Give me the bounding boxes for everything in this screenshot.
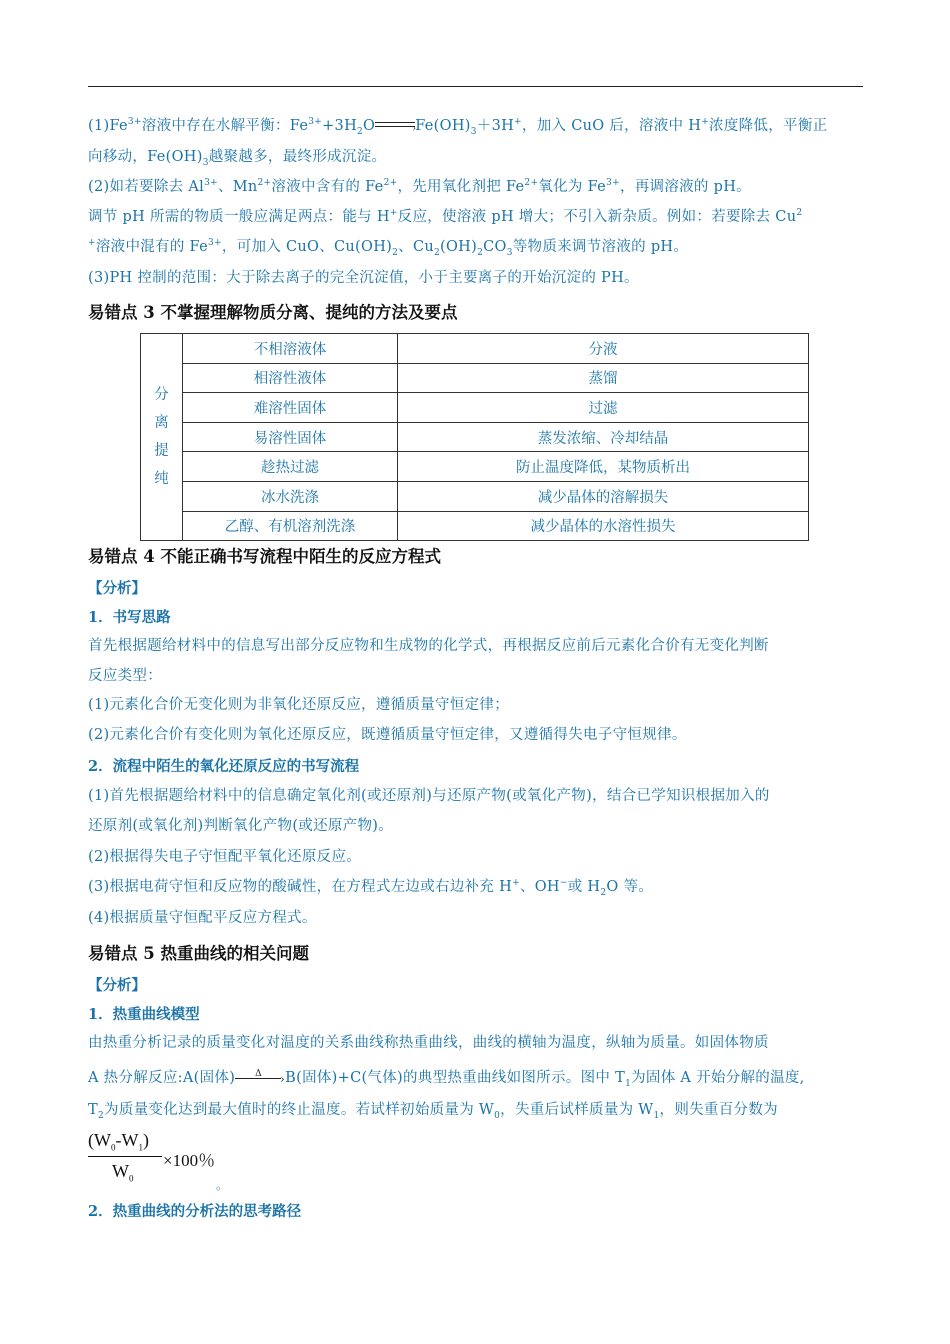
method-cell: 不相溶液体 <box>183 334 398 364</box>
text-line: 向移动，$Fe(OH)_3$越聚越多，最终形成沉淀。 <box>88 149 387 168</box>
text-line: +溶液中混有的 $Fe^{3+}$，可加入 CuO、$Cu(OH)_2$、$Cu_2(OH)_2CO_3$等物质来调节溶液的 pH。 <box>88 238 689 258</box>
table-row <box>141 481 809 511</box>
text-line: (1)元素化合价无变化则为非氧化还原反应，遵循质量守恒定律； <box>88 697 510 713</box>
text-line: $(1)Fe^{3+}$溶液中存在水解平衡：$Fe^{3+}+3H_2O$ › $Fe(OH)_3+3H^+$，加入 CuO 后，溶液中 H+浓度降低，平衡正 <box>88 117 828 137</box>
purpose-cell: 过滤 <box>398 393 809 423</box>
method-cell: 易溶性固体 <box>183 422 398 452</box>
method-cell: 相溶性液体 <box>183 363 398 393</box>
purpose-cell: 蒸馏 <box>398 363 809 393</box>
category-cell <box>141 334 183 541</box>
equilibrium-arrow-icon: › <box>375 121 415 131</box>
purpose-cell: 减少晶体的溶解损失 <box>398 481 809 511</box>
table-row <box>141 511 809 541</box>
text-line: (2)如若要除去 $Al^{3+}$、$Mn^{2+}$溶液中含有的 $Fe^{2+}$，先用氧化剂把 $Fe^{2+}$氧化为 $Fe^{3+}$，再调溶液的 pH。 <box>88 178 751 195</box>
text-line: 反应类型： <box>88 668 162 684</box>
section-heading-3: 易错点 3 不掌握理解物质分离、提纯的方法及要点 <box>88 303 458 322</box>
analysis-tag: 【分析】 <box>88 580 146 597</box>
formula-multiplier: ×100％ <box>163 1151 216 1170</box>
subheading: 2．热重曲线的分析法的思考路径 <box>88 1203 302 1220</box>
analysis-tag: 【分析】 <box>88 977 146 994</box>
header-rule <box>88 86 863 87</box>
text-line: (2)元素化合价有变化则为氧化还原反应，既遵循质量守恒定律，又遵循得失电子守恒规律。 <box>88 727 687 743</box>
method-cell: 趁热过滤 <box>183 452 398 482</box>
table-row <box>141 422 809 452</box>
category-char: 分 <box>154 387 169 404</box>
text-line: (3)PH 控制的范围：大于除去离子的完全沉淀值，小于主要离子的开始沉淀的 PH。 <box>88 270 639 286</box>
text-line: A 热分解反应:A(固体) Δ › B(固体)+C(气体)的典型热重曲线如图所示。图中 $T_1$为固体 A 开始分解的温度, <box>88 1069 805 1089</box>
formula-period: 。 <box>216 1178 229 1192</box>
section-heading-5: 易错点 5 热重曲线的相关问题 <box>88 944 309 963</box>
text-line: (1)首先根据题给材料中的信息确定氧化剂(或还原剂)与还原产物(或氧化产物)，结合已学知识根据加入的 <box>88 788 770 804</box>
text-line: 由热重分析记录的质量变化对温度的关系曲线称热重曲线，曲线的横轴为温度，纵轴为质量。如固体物质 <box>88 1035 769 1051</box>
table-row <box>141 452 809 482</box>
text-line: $T_2$为质量变化达到最大值时的终止温度。若试样初始质量为 $W_0$，失重后试样质量为 $W_1$，则失重百分数为 <box>88 1102 778 1121</box>
text-line: 调节 pH 所需的物质一般应满足两点：能与 H+反应，使溶液 pH 增大；不引入新杂质。例如：若要除去 Cu$^2$ <box>88 208 803 225</box>
method-cell: 难溶性固体 <box>183 393 398 423</box>
text-line: (2)根据得失电子守恒配平氧化还原反应。 <box>88 849 362 865</box>
purpose-cell: 防止温度降低，某物质析出 <box>398 452 809 482</box>
mass-loss-formula <box>88 1130 229 1192</box>
subheading: 1．书写思路 <box>88 609 171 626</box>
subheading: 2．流程中陌生的氧化还原反应的书写流程 <box>88 758 360 775</box>
table-row <box>141 363 809 393</box>
text-line: 还原剂(或氧化剂)判断氧化产物(或还原产物)。 <box>88 818 394 834</box>
subheading: 1．热重曲线模型 <box>88 1006 200 1023</box>
method-cell: 冰水洗涤 <box>183 481 398 511</box>
purpose-cell: 蒸发浓缩、冷却结晶 <box>398 422 809 452</box>
purpose-cell: 分液 <box>398 334 809 364</box>
text-line: (4)根据质量守恒配平反应方程式。 <box>88 910 317 926</box>
category-char: 提 <box>154 443 169 460</box>
purpose-cell: 减少晶体的水溶性损失 <box>398 511 809 541</box>
heating-arrow-icon: Δ › <box>235 1070 285 1086</box>
formula-numerator: $(W_0-W_1)$ <box>88 1130 149 1153</box>
text-line: 首先根据题给材料中的信息写出部分反应物和生成物的化学式，再根据反应前后元素化合价有无变化判断 <box>88 638 769 654</box>
separation-methods-table <box>140 333 809 541</box>
table-row <box>141 393 809 423</box>
category-char: 纯 <box>154 471 169 488</box>
method-cell: 乙醇、有机溶剂洗涤 <box>183 511 398 541</box>
text-line: (3)根据电荷守恒和反应物的酸碱性，在方程式左边或右边补充 H+、OH−或 $H_2O$ 等。 <box>88 878 654 898</box>
fraction-bar <box>88 1156 162 1157</box>
table-row <box>141 334 809 364</box>
section-heading-4: 易错点 4 不能正确书写流程中陌生的反应方程式 <box>88 547 441 566</box>
category-char: 离 <box>154 415 169 432</box>
formula-denominator: $W_0$ <box>112 1161 134 1184</box>
